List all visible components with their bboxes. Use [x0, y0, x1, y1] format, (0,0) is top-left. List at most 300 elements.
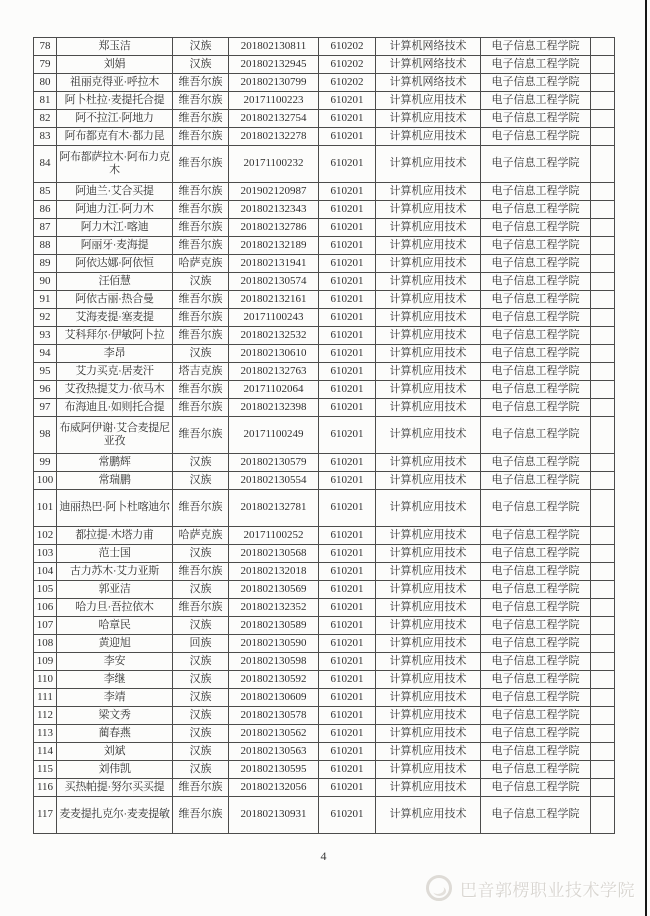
cell-student-name: 阿依达娜·阿依恒: [57, 255, 173, 273]
cell-major-code: 610201: [319, 617, 376, 635]
cell-ethnicity: 汉族: [173, 273, 229, 291]
cell-major-code: 610201: [319, 237, 376, 255]
cell-ethnicity: 汉族: [173, 689, 229, 707]
cell-row-number: 112: [34, 707, 57, 725]
cell-student-id: 201802132786: [229, 219, 319, 237]
cell-note: [591, 237, 615, 255]
cell-ethnicity: 汉族: [173, 653, 229, 671]
cell-student-name: 阿迪力江·阿力木: [57, 201, 173, 219]
cell-major-code: 610202: [319, 38, 376, 56]
cell-student-name: 阿布都萨拉木·阿布力克木: [57, 146, 173, 183]
cell-note: [591, 527, 615, 545]
cell-ethnicity: 维吾尔族: [173, 417, 229, 454]
cell-row-number: 106: [34, 599, 57, 617]
cell-major: 计算机应用技术: [376, 545, 481, 563]
cell-ethnicity: 汉族: [173, 56, 229, 74]
table-row: [34, 219, 615, 237]
cell-note: [591, 183, 615, 201]
cell-row-number: 88: [34, 237, 57, 255]
cell-row-number: 103: [34, 545, 57, 563]
cell-row-number: 94: [34, 345, 57, 363]
cell-major-code: 610201: [319, 761, 376, 779]
cell-major: 计算机应用技术: [376, 345, 481, 363]
cell-ethnicity: 汉族: [173, 743, 229, 761]
cell-major-code: 610201: [319, 707, 376, 725]
cell-note: [591, 563, 615, 581]
cell-major-code: 610201: [319, 146, 376, 183]
cell-major-code: 610201: [319, 345, 376, 363]
cell-student-id: 201802130811: [229, 38, 319, 56]
table-row: [34, 183, 615, 201]
cell-college: 电子信息工程学院: [481, 671, 591, 689]
cell-row-number: 93: [34, 327, 57, 345]
table-row: [34, 38, 615, 56]
cell-college: 电子信息工程学院: [481, 56, 591, 74]
cell-major: 计算机应用技术: [376, 291, 481, 309]
cell-student-name: 阿力木江·喀迪: [57, 219, 173, 237]
cell-student-id: 201802130592: [229, 671, 319, 689]
cell-student-id: 201802132056: [229, 779, 319, 797]
cell-student-name: 古力苏木·艾力亚斯: [57, 563, 173, 581]
cell-row-number: 86: [34, 201, 57, 219]
table-row: [34, 743, 615, 761]
cell-note: [591, 92, 615, 110]
cell-ethnicity: 汉族: [173, 581, 229, 599]
table-row: [34, 291, 615, 309]
cell-student-id: 201802130799: [229, 74, 319, 92]
cell-row-number: 84: [34, 146, 57, 183]
cell-student-name: 李继: [57, 671, 173, 689]
cell-major: 计算机应用技术: [376, 490, 481, 527]
cell-ethnicity: 维吾尔族: [173, 381, 229, 399]
cell-student-name: 黄迎旭: [57, 635, 173, 653]
cell-major-code: 610201: [319, 201, 376, 219]
table-row: [34, 381, 615, 399]
table-row: [34, 146, 615, 183]
cell-student-name: 刘伟凯: [57, 761, 173, 779]
cell-major: 计算机应用技术: [376, 599, 481, 617]
cell-major-code: 610202: [319, 56, 376, 74]
cell-student-name: 范士国: [57, 545, 173, 563]
cell-major-code: 610201: [319, 255, 376, 273]
cell-student-name: 迪丽热巴·阿卜杜喀迪尔: [57, 490, 173, 527]
cell-student-name: 常鹏辉: [57, 454, 173, 472]
cell-ethnicity: 维吾尔族: [173, 797, 229, 834]
cell-note: [591, 56, 615, 74]
cell-row-number: 102: [34, 527, 57, 545]
cell-college: 电子信息工程学院: [481, 291, 591, 309]
cell-college: 电子信息工程学院: [481, 345, 591, 363]
cell-college: 电子信息工程学院: [481, 399, 591, 417]
cell-row-number: 108: [34, 635, 57, 653]
cell-note: [591, 490, 615, 527]
table-row: [34, 599, 615, 617]
cell-student-id: 20171102064: [229, 381, 319, 399]
cell-ethnicity: 维吾尔族: [173, 309, 229, 327]
cell-college: 电子信息工程学院: [481, 128, 591, 146]
cell-student-id: 201802130931: [229, 797, 319, 834]
cell-ethnicity: 维吾尔族: [173, 146, 229, 183]
cell-major-code: 610201: [319, 110, 376, 128]
cell-student-name: 艾海麦提·塞麦提: [57, 309, 173, 327]
cell-row-number: 101: [34, 490, 57, 527]
cell-major-code: 610201: [319, 309, 376, 327]
cell-student-name: 梁文秀: [57, 707, 173, 725]
cell-major-code: 610201: [319, 779, 376, 797]
cell-student-name: 买热帕提·努尔买买提: [57, 779, 173, 797]
cell-student-name: 蔺春燕: [57, 725, 173, 743]
table-row: [34, 490, 615, 527]
cell-major: 计算机应用技术: [376, 219, 481, 237]
cell-major: 计算机应用技术: [376, 92, 481, 110]
cell-student-name: 阿卜杜拉·麦提托合提: [57, 92, 173, 110]
cell-student-id: 201802132945: [229, 56, 319, 74]
cell-student-id: 20171100243: [229, 309, 319, 327]
cell-major: 计算机应用技术: [376, 454, 481, 472]
cell-major: 计算机应用技术: [376, 237, 481, 255]
table-row: [34, 255, 615, 273]
cell-ethnicity: 维吾尔族: [173, 563, 229, 581]
student-roster-table: [33, 37, 615, 834]
cell-college: 电子信息工程学院: [481, 381, 591, 399]
cell-major: 计算机应用技术: [376, 472, 481, 490]
cell-major-code: 610201: [319, 797, 376, 834]
cell-row-number: 109: [34, 653, 57, 671]
cell-student-id: 201802131941: [229, 255, 319, 273]
cell-major-code: 610201: [319, 545, 376, 563]
cell-ethnicity: 维吾尔族: [173, 74, 229, 92]
cell-college: 电子信息工程学院: [481, 689, 591, 707]
cell-note: [591, 273, 615, 291]
cell-student-id: 201802130579: [229, 454, 319, 472]
cell-major-code: 610201: [319, 363, 376, 381]
cell-college: 电子信息工程学院: [481, 797, 591, 834]
cell-major-code: 610202: [319, 74, 376, 92]
cell-major: 计算机应用技术: [376, 417, 481, 454]
cell-row-number: 110: [34, 671, 57, 689]
cell-college: 电子信息工程学院: [481, 454, 591, 472]
cell-student-id: 201802132398: [229, 399, 319, 417]
cell-row-number: 85: [34, 183, 57, 201]
cell-college: 电子信息工程学院: [481, 617, 591, 635]
cell-note: [591, 454, 615, 472]
cell-student-name: 布威阿伊谢·艾合麦提尼亚孜: [57, 417, 173, 454]
cell-major-code: 610201: [319, 219, 376, 237]
cell-note: [591, 599, 615, 617]
cell-student-id: 201802132161: [229, 291, 319, 309]
cell-ethnicity: 维吾尔族: [173, 399, 229, 417]
cell-note: [591, 707, 615, 725]
cell-ethnicity: 哈萨克族: [173, 527, 229, 545]
cell-college: 电子信息工程学院: [481, 146, 591, 183]
cell-note: [591, 110, 615, 128]
cell-student-id: 201802132352: [229, 599, 319, 617]
cell-major-code: 610201: [319, 581, 376, 599]
cell-ethnicity: 汉族: [173, 345, 229, 363]
cell-row-number: 91: [34, 291, 57, 309]
cell-note: [591, 779, 615, 797]
cell-student-id: 201802130554: [229, 472, 319, 490]
cell-student-name: 艾科拜尔·伊敏阿卜拉: [57, 327, 173, 345]
table-row: [34, 399, 615, 417]
cell-ethnicity: 维吾尔族: [173, 291, 229, 309]
cell-student-id: 201802130562: [229, 725, 319, 743]
cell-note: [591, 417, 615, 454]
cell-student-id: 201802130598: [229, 653, 319, 671]
cell-row-number: 97: [34, 399, 57, 417]
cell-student-id: 20171100232: [229, 146, 319, 183]
cell-college: 电子信息工程学院: [481, 653, 591, 671]
cell-row-number: 104: [34, 563, 57, 581]
cell-note: [591, 309, 615, 327]
cell-student-name: 艾孜热提艾力·依马木: [57, 381, 173, 399]
cell-row-number: 105: [34, 581, 57, 599]
cell-major: 计算机应用技术: [376, 617, 481, 635]
cell-major-code: 610201: [319, 472, 376, 490]
table-row: [34, 201, 615, 219]
cell-major: 计算机应用技术: [376, 110, 481, 128]
cell-ethnicity: 汉族: [173, 38, 229, 56]
cell-note: [591, 146, 615, 183]
cell-ethnicity: 维吾尔族: [173, 92, 229, 110]
cell-major-code: 610201: [319, 671, 376, 689]
cell-note: [591, 797, 615, 834]
cell-college: 电子信息工程学院: [481, 309, 591, 327]
cell-row-number: 80: [34, 74, 57, 92]
cell-row-number: 89: [34, 255, 57, 273]
cell-note: [591, 689, 615, 707]
cell-student-name: 常瑞鹏: [57, 472, 173, 490]
table-row: [34, 128, 615, 146]
cell-student-name: 哈章民: [57, 617, 173, 635]
cell-student-name: 都拉提·木塔力甫: [57, 527, 173, 545]
cell-student-name: 汪佰慧: [57, 273, 173, 291]
cell-major-code: 610201: [319, 743, 376, 761]
page-number: 4: [320, 849, 327, 863]
table-row: [34, 273, 615, 291]
cell-college: 电子信息工程学院: [481, 779, 591, 797]
cell-student-name: 郑玉洁: [57, 38, 173, 56]
cell-ethnicity: 汉族: [173, 472, 229, 490]
table-row: [34, 363, 615, 381]
table-row: [34, 563, 615, 581]
cell-row-number: 100: [34, 472, 57, 490]
table-row: [34, 545, 615, 563]
table-row: [34, 689, 615, 707]
cell-major: 计算机应用技术: [376, 399, 481, 417]
cell-note: [591, 291, 615, 309]
cell-student-id: 201802130568: [229, 545, 319, 563]
cell-row-number: 87: [34, 219, 57, 237]
cell-row-number: 90: [34, 273, 57, 291]
cell-major: 计算机应用技术: [376, 689, 481, 707]
cell-student-id: 201802132189: [229, 237, 319, 255]
cell-major-code: 610201: [319, 599, 376, 617]
cell-major: 计算机应用技术: [376, 273, 481, 291]
cell-student-name: 郭亚洁: [57, 581, 173, 599]
cell-college: 电子信息工程学院: [481, 38, 591, 56]
cell-college: 电子信息工程学院: [481, 417, 591, 454]
cell-student-id: 201902120987: [229, 183, 319, 201]
cell-student-name: 李靖: [57, 689, 173, 707]
table-row: [34, 56, 615, 74]
cell-major: 计算机应用技术: [376, 201, 481, 219]
table-row: [34, 671, 615, 689]
cell-row-number: 81: [34, 92, 57, 110]
cell-major: 计算机应用技术: [376, 128, 481, 146]
cell-note: [591, 761, 615, 779]
cell-note: [591, 201, 615, 219]
cell-student-name: 艾力买克·居麦汗: [57, 363, 173, 381]
table-row: [34, 527, 615, 545]
cell-ethnicity: 维吾尔族: [173, 219, 229, 237]
table-row: [34, 581, 615, 599]
cell-note: [591, 399, 615, 417]
cell-student-id: 201802130569: [229, 581, 319, 599]
page-edge-line: [645, 0, 647, 916]
cell-student-id: 201802130590: [229, 635, 319, 653]
table-row: [34, 797, 615, 834]
cell-student-name: 阿依古丽·热合曼: [57, 291, 173, 309]
cell-major-code: 610201: [319, 273, 376, 291]
cell-college: 电子信息工程学院: [481, 92, 591, 110]
cell-college: 电子信息工程学院: [481, 327, 591, 345]
cell-major: 计算机应用技术: [376, 309, 481, 327]
cell-college: 电子信息工程学院: [481, 183, 591, 201]
cell-note: [591, 219, 615, 237]
cell-note: [591, 635, 615, 653]
cell-major: 计算机应用技术: [376, 725, 481, 743]
cell-major: 计算机应用技术: [376, 527, 481, 545]
watermark: [426, 875, 635, 901]
cell-ethnicity: 汉族: [173, 545, 229, 563]
cell-row-number: 82: [34, 110, 57, 128]
cell-ethnicity: 维吾尔族: [173, 237, 229, 255]
cell-note: [591, 725, 615, 743]
cell-major-code: 610201: [319, 490, 376, 527]
cell-student-id: 20171100249: [229, 417, 319, 454]
cell-ethnicity: 维吾尔族: [173, 128, 229, 146]
cell-major-code: 610201: [319, 653, 376, 671]
cell-major-code: 610201: [319, 399, 376, 417]
cell-note: [591, 38, 615, 56]
cell-major: 计算机应用技术: [376, 761, 481, 779]
cell-major-code: 610201: [319, 635, 376, 653]
table-row: [34, 345, 615, 363]
cell-student-name: 阿丽牙·麦海提: [57, 237, 173, 255]
cell-major-code: 610201: [319, 128, 376, 146]
table-row: [34, 74, 615, 92]
cell-student-id: 20171100252: [229, 527, 319, 545]
table-row: [34, 725, 615, 743]
table-row: [34, 309, 615, 327]
cell-row-number: 107: [34, 617, 57, 635]
cell-major: 计算机应用技术: [376, 146, 481, 183]
cell-college: 电子信息工程学院: [481, 743, 591, 761]
table-row: [34, 237, 615, 255]
cell-major-code: 610201: [319, 689, 376, 707]
cell-major-code: 610201: [319, 92, 376, 110]
cell-row-number: 114: [34, 743, 57, 761]
cell-college: 电子信息工程学院: [481, 599, 591, 617]
cell-note: [591, 617, 615, 635]
cell-student-name: 阿迪兰·艾合买提: [57, 183, 173, 201]
cell-ethnicity: 哈萨克族: [173, 255, 229, 273]
table-row: [34, 761, 615, 779]
cell-major-code: 610201: [319, 527, 376, 545]
cell-row-number: 99: [34, 454, 57, 472]
college-logo-icon: [426, 875, 452, 901]
cell-row-number: 83: [34, 128, 57, 146]
cell-row-number: 116: [34, 779, 57, 797]
cell-college: 电子信息工程学院: [481, 581, 591, 599]
table-row: [34, 472, 615, 490]
cell-college: 电子信息工程学院: [481, 725, 591, 743]
cell-student-name: 阿布都克有木·都力昆: [57, 128, 173, 146]
cell-ethnicity: 维吾尔族: [173, 201, 229, 219]
table-row: [34, 707, 615, 725]
cell-college: 电子信息工程学院: [481, 273, 591, 291]
cell-major-code: 610201: [319, 563, 376, 581]
cell-student-id: 201802132754: [229, 110, 319, 128]
cell-note: [591, 743, 615, 761]
cell-ethnicity: 维吾尔族: [173, 599, 229, 617]
cell-major: 计算机应用技术: [376, 671, 481, 689]
cell-college: 电子信息工程学院: [481, 201, 591, 219]
cell-row-number: 113: [34, 725, 57, 743]
cell-major: 计算机应用技术: [376, 743, 481, 761]
cell-college: 电子信息工程学院: [481, 527, 591, 545]
cell-college: 电子信息工程学院: [481, 255, 591, 273]
table-row: [34, 417, 615, 454]
cell-major-code: 610201: [319, 183, 376, 201]
cell-ethnicity: 塔吉克族: [173, 363, 229, 381]
cell-college: 电子信息工程学院: [481, 635, 591, 653]
cell-student-name: 李昂: [57, 345, 173, 363]
cell-row-number: 98: [34, 417, 57, 454]
cell-major: 计算机应用技术: [376, 797, 481, 834]
cell-student-name: 李安: [57, 653, 173, 671]
cell-college: 电子信息工程学院: [481, 707, 591, 725]
cell-major: 计算机应用技术: [376, 653, 481, 671]
cell-student-id: 201802132018: [229, 563, 319, 581]
cell-student-id: 201802130609: [229, 689, 319, 707]
cell-ethnicity: 维吾尔族: [173, 327, 229, 345]
cell-row-number: 92: [34, 309, 57, 327]
cell-ethnicity: 维吾尔族: [173, 110, 229, 128]
cell-college: 电子信息工程学院: [481, 472, 591, 490]
cell-major: 计算机网络技术: [376, 56, 481, 74]
cell-row-number: 78: [34, 38, 57, 56]
cell-student-id: 201802130595: [229, 761, 319, 779]
cell-student-name: 哈力旦·吾拉依木: [57, 599, 173, 617]
table-row: [34, 454, 615, 472]
cell-student-name: 刘娟: [57, 56, 173, 74]
cell-student-id: 201802132278: [229, 128, 319, 146]
cell-ethnicity: 汉族: [173, 454, 229, 472]
cell-student-id: 20171100223: [229, 92, 319, 110]
cell-college: 电子信息工程学院: [481, 219, 591, 237]
cell-student-id: 201802130610: [229, 345, 319, 363]
cell-note: [591, 255, 615, 273]
cell-row-number: 79: [34, 56, 57, 74]
cell-major-code: 610201: [319, 327, 376, 345]
cell-student-name: 刘斌: [57, 743, 173, 761]
cell-note: [591, 472, 615, 490]
cell-major: 计算机网络技术: [376, 74, 481, 92]
cell-note: [591, 381, 615, 399]
cell-student-name: 祖丽克得亚·呼拉木: [57, 74, 173, 92]
